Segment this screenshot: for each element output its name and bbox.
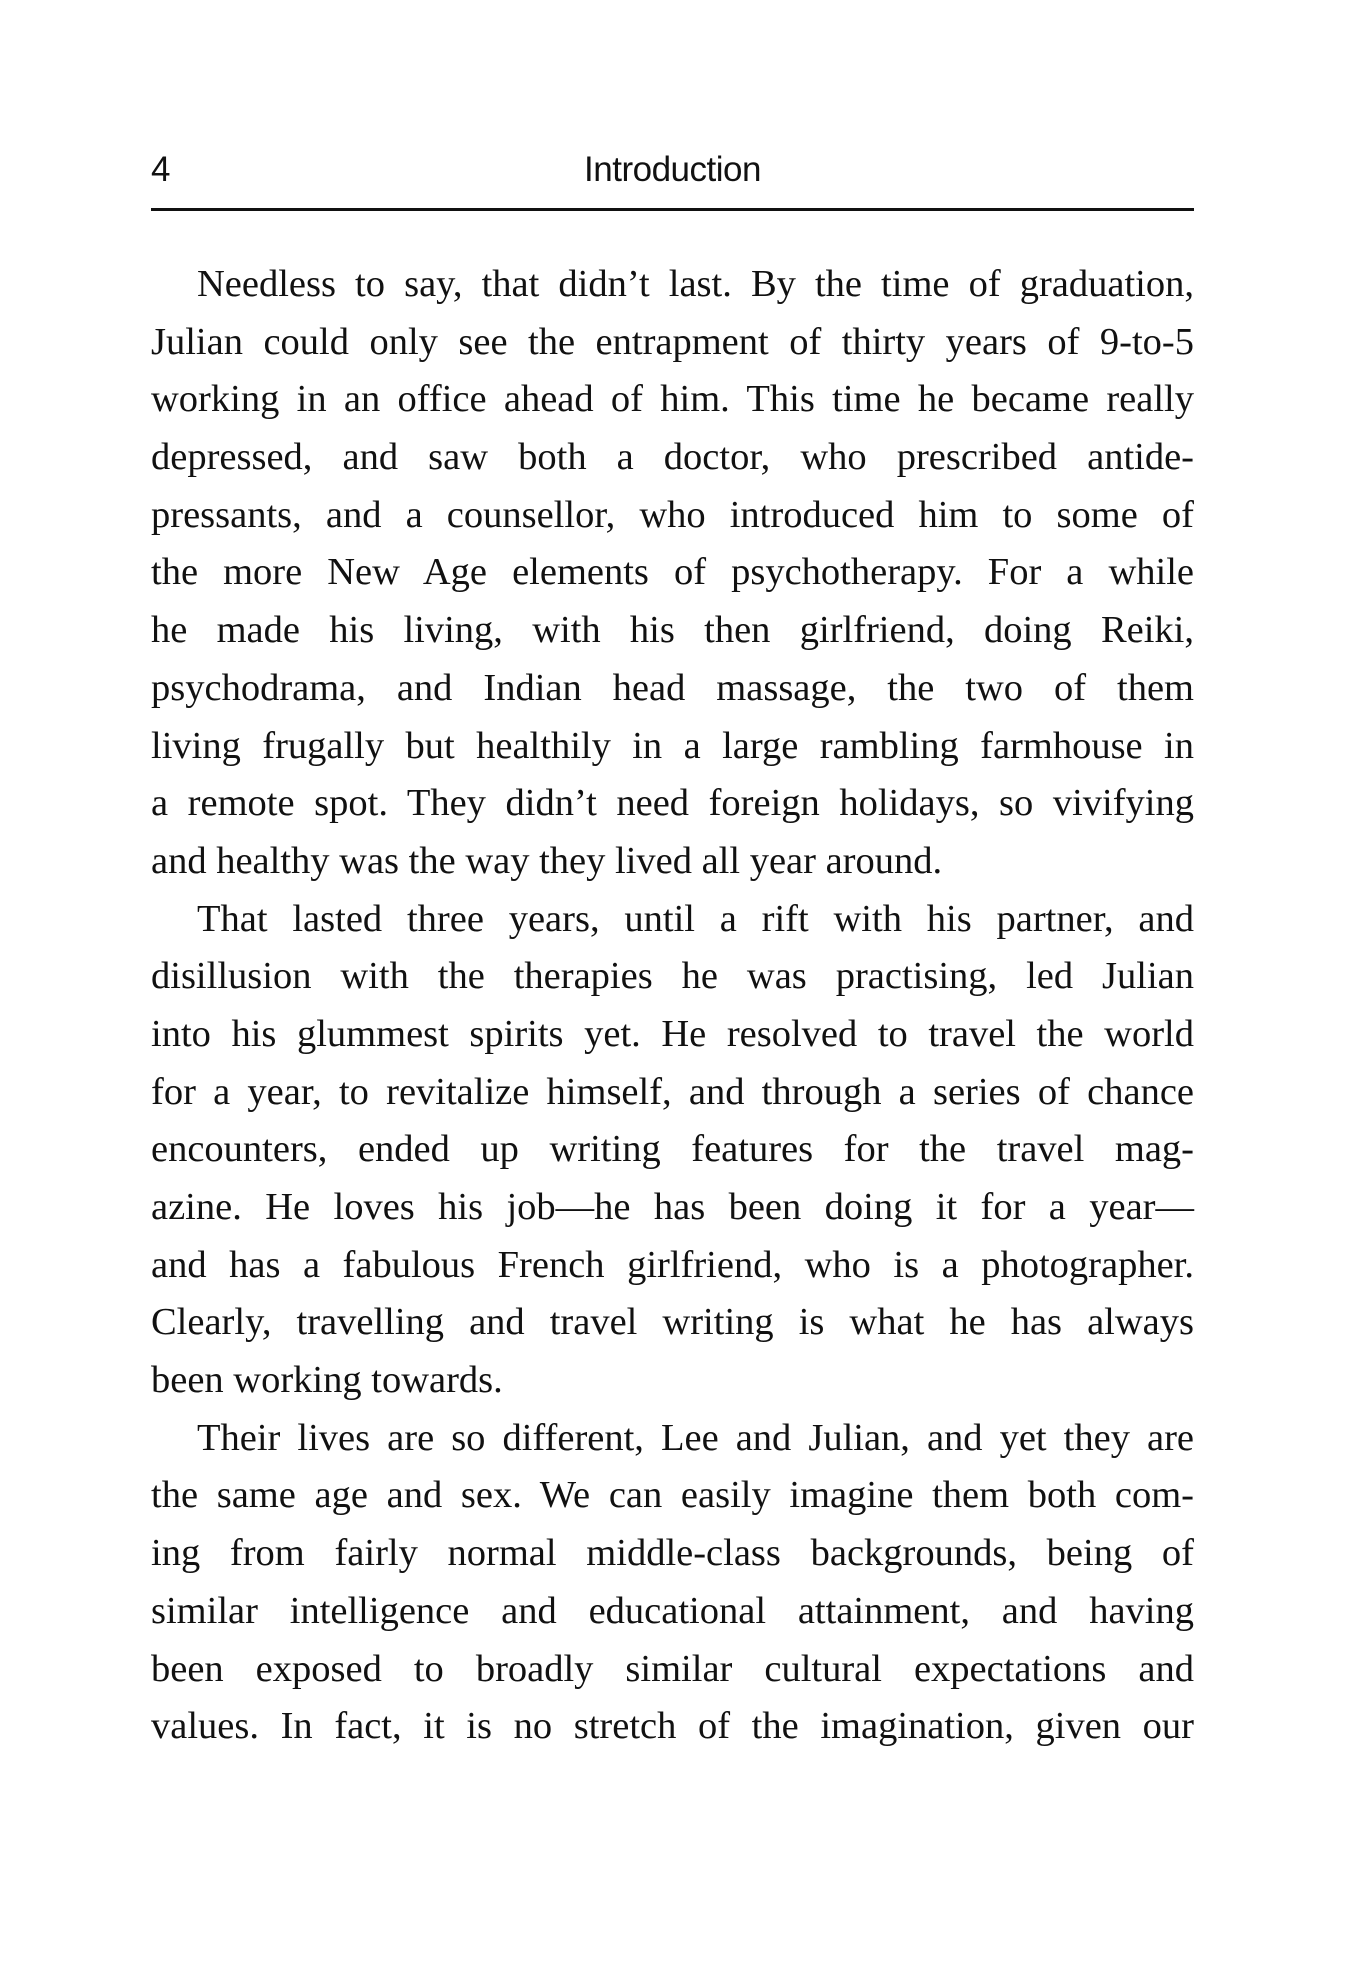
text-line: psychodrama, and Indian head massage, the two of them bbox=[151, 666, 1194, 709]
text-line: Their lives are so different, Lee and Julian, and yet they are bbox=[197, 1416, 1194, 1459]
text-line: and healthy was the way they lived all year around. bbox=[151, 839, 943, 882]
paragraph-2 bbox=[151, 891, 1194, 1410]
text-line: encounters, ended up writing features for the travel mag- bbox=[151, 1128, 1194, 1171]
text-line: been exposed to broadly similar cultural expectations and bbox=[151, 1647, 1194, 1690]
text-line: the same age and sex. We can easily imagine them both com- bbox=[151, 1474, 1194, 1517]
text-line: disillusion with the therapies he was practising, led Julian bbox=[151, 955, 1194, 998]
text-line: the more New Age elements of psychotherapy. For a while bbox=[151, 551, 1194, 594]
running-head bbox=[151, 140, 1194, 200]
body-text bbox=[151, 256, 1194, 1756]
paragraph-1 bbox=[151, 256, 1194, 891]
text-line: Needless to say, that didn’t last. By the time of graduation, bbox=[197, 263, 1194, 305]
text-line: living frugally but healthily in a large rambling farmhouse in bbox=[151, 724, 1194, 767]
text-line: That lasted three years, until a rift with his partner, and bbox=[197, 897, 1194, 940]
text-line: azine. He loves his job—he has been doing it for a year— bbox=[151, 1186, 1194, 1228]
text-line: depressed, and saw both a doctor, who prescribed antide- bbox=[151, 436, 1194, 479]
text-line: working in an office ahead of him. This time he became really bbox=[151, 378, 1194, 421]
header-rule bbox=[151, 208, 1194, 211]
text-line: values. In fact, it is no stretch of the imagination, given our bbox=[151, 1705, 1194, 1748]
text-line: similar intelligence and educational attainment, and having bbox=[151, 1589, 1194, 1632]
text-line: he made his living, with his then girlfriend, doing Reiki, bbox=[151, 609, 1194, 652]
page-number: 4 bbox=[151, 150, 170, 189]
text-line: into his glummest spirits yet. He resolved to travel the world bbox=[151, 1012, 1194, 1055]
text-line: pressants, and a counsellor, who introduced him to some of bbox=[151, 493, 1194, 536]
text-line: a remote spot. They didn’t need foreign holidays, so vivifying bbox=[151, 782, 1194, 825]
text-line: Clearly, travelling and travel writing is what he has always bbox=[151, 1301, 1194, 1344]
text-line: been working towards. bbox=[151, 1359, 503, 1402]
text-line: for a year, to revitalize himself, and through a series of chance bbox=[151, 1070, 1194, 1113]
text-line: and has a fabulous French girlfriend, who is a photographer. bbox=[151, 1243, 1194, 1286]
text-line: ing from fairly normal middle-class backgrounds, being of bbox=[151, 1532, 1194, 1575]
paragraph-3 bbox=[151, 1410, 1194, 1756]
running-title: Introduction bbox=[584, 150, 761, 189]
text-line: Julian could only see the entrapment of thirty years of 9-to-5 bbox=[151, 320, 1194, 363]
